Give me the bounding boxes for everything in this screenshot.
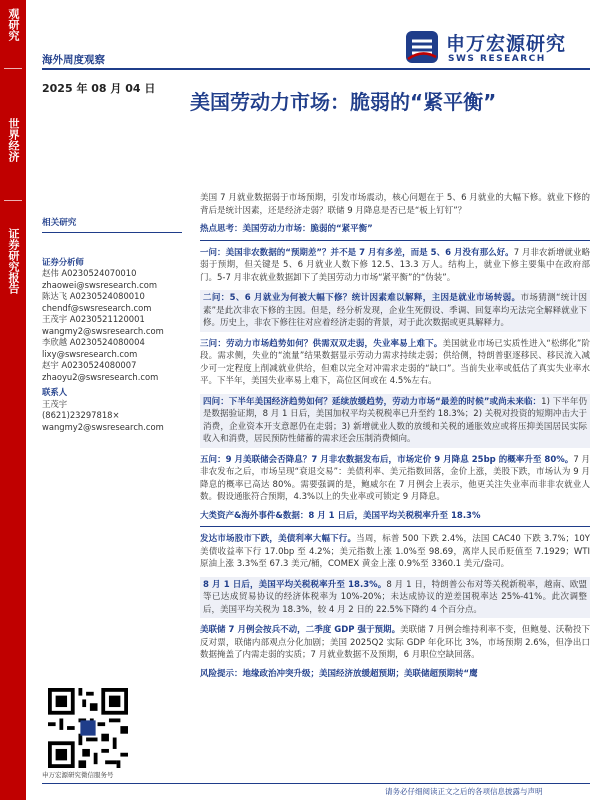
weekly-heading: 大类资产&海外事件&数据：8 月 1 日后，美国平均关税税率升至 18.3%: [200, 510, 481, 521]
intro-paragraph: 美国 7 月就业数据弱于市场预期，引发市场震动，核心问题在于 5、6 月就业的大幅下修。就业下修的背后是统计因素，还是经济走弱？联储 9 月降息是否已是“板上钉钉”？: [200, 193, 590, 216]
question-paragraph: [200, 454, 590, 504]
report-date: 2025 年 08 月 04 日: [42, 82, 156, 95]
hot-topic-divider: [200, 240, 590, 241]
question-paragraph: [200, 247, 590, 285]
hot-topic-heading: 热点思考：美国劳动力市场：脆弱的“紧平衡”: [200, 224, 373, 234]
analyst-email[interactable]: lixy@swsresearch.com: [42, 348, 138, 359]
footer-disclaimer: 请务必仔细阅读正文之后的各项信息披露与声明: [385, 787, 543, 796]
brand-logo-icon: [402, 27, 442, 67]
brand-name-en: SWS RESEARCH: [448, 54, 546, 64]
weekly-body: 美联储 7 月例会维持利率不变，但鲍曼、沃勒投下反对票，联储内部观点分化加剧；美国 2025Q2 实际 GDP 年化环比 3%，市场预期 2.6%，但净出口数据掩盖了内需走弱的实质；7 月就业数据不及预期，6 月职位空缺回落。: [200, 625, 590, 660]
footer-divider: [42, 783, 590, 784]
sidebar-label-text: 证券研究报告: [7, 228, 20, 294]
analyst-line: 赵伟 A0230524070010: [42, 268, 137, 278]
analyst-line: 陈达飞 A0230524080010: [42, 291, 145, 301]
sidebar-label-text: 世界经济: [7, 118, 20, 162]
question-body: 7 月非农发布之后，市场呈现“衰退交易”：美债利率、美元指数回落，金价上涨，美股下跌，市场认为 9 月降息的概率已高达 80%。需要强调的是，鲍威尔在 7 月例会上表示，他更关注失业率而非非农就业人数。假设通胀符合预期，4.3%以上的失业率或可锁定 9 月降息。: [200, 454, 590, 502]
question-lead: 二问：5、6 月就业为何被大幅下修？统计因素难以解释，主因是就业市场转弱。: [203, 293, 521, 303]
question-lead: 五问：9 月美联储会否降息？7 月非农数据发布后，市场定价 9 月降息 25bp 的概率升至 80%。: [200, 454, 574, 465]
weekly-paragraph: [200, 624, 590, 662]
weekly-divider: [200, 526, 590, 527]
question-body: 市场猜测“统计因素”是此次非农下修的主因。但是，经分析发现，企业生死假设、季调、回复率均无法完全解释就业下修。历史上，非农下修往往对应着经济走弱的背景，对于此次数据或更具解释力。: [203, 293, 587, 328]
sidebar-label-securities-report: [0, 228, 26, 294]
weekly-body: 8 月 1 日，特朗普公布对等关税新税率，越南、欧盟等已达成贸易协议的经济体税率为 10%-20%；未达成协议的逆差国税率达 25%-41%。此次调整后，美国平均关税为 18.3%，较 4 月 2 日的 22.5%下降约 4 个百分点。: [203, 579, 587, 615]
analysts-heading: 证券分析师: [42, 256, 84, 267]
sidebar: [0, 0, 26, 800]
brand-name-cn: 申万宏源研究: [446, 33, 567, 55]
question-lead: 四问：下半年美国经济趋势如何？延续放缓趋势，劳动力市场“最差的时候”或尚未来临：: [203, 396, 542, 407]
related-research-divider: [42, 232, 182, 233]
left-column: [42, 218, 182, 433]
sidebar-divider: [4, 68, 22, 69]
main-content: [200, 192, 590, 686]
weekly-lead: 发达市场股市下跌，美债利率大幅下行。: [200, 534, 357, 544]
weekly-body: 当周，标普 500 下跌 2.4%，法国 CAC40 下跌 3.7%；10Y 美债收益率下行 17.0bp 至 4.2%；美元指数上涨 1.0%至 98.69，离岸人民币贬值至 7.1929；WTI 原油上涨 3.3%至 67.3 美元/桶，COMEX 黄金上涨 0.9%至 3360.1 美元/盎司。: [200, 534, 590, 569]
question-body: 1) 下半年仍是数据验证期，8 月 1 日后，美国加权平均关税税率已升至约 18.3%；2) 关税对投资的短期冲击大于消费，企业资本开支意愿仍在走弱；3) 新增就业人数的放缓和关税的通胀效应或将压抑美国居民实际收入和消费，居民预防性储蓄的需求还会压制消费倾向。: [203, 396, 587, 444]
question-body: 美国就业市场已实质性进入“松绑化”阶段。需求侧，失业的“流量”结果数据显示劳动力需求持续走弱；供给侧，特朗普驱逐移民、移民流入减少可一定程度上削减就业供给，但难以完全对冲需求走弱的“缺口”。当前失业率或低估了真实失业率水平。下半年，美国失业率易上难下，高位区间或在 4.5%左右。: [200, 338, 590, 386]
weekly-lead: 8 月 1 日后，美国平均关税税率升至 18.3%。: [203, 579, 387, 590]
contact-phone: (8621)23297818×: [42, 410, 120, 420]
sidebar-divider: [4, 200, 22, 201]
risk-warning: 风险提示：地缘政治冲突升级；美国经济放缓超预期；美联储超预期转“鹰: [200, 668, 478, 679]
sidebar-label-macro: [0, 8, 26, 41]
analyst-email[interactable]: zhaowei@swsresearch.com: [42, 279, 158, 290]
report-series: 海外周度观察: [42, 54, 105, 66]
analyst-email[interactable]: chendf@swsresearch.com: [42, 302, 152, 313]
question-lead: 三问：劳动力市场趋势如何？供需双双走弱，失业率易上难下。: [200, 338, 443, 349]
question-paragraph: [200, 290, 590, 332]
contacts-heading: 联系人: [42, 387, 68, 397]
question-paragraph: [200, 394, 590, 448]
header-divider: [42, 68, 590, 70]
analyst-email[interactable]: wangmy2@swsresearch.com: [42, 325, 164, 336]
weekly-paragraph: [200, 577, 590, 619]
report-title: 美国劳动力市场：脆弱的“紧平衡”: [190, 90, 497, 114]
related-research-heading: 相关研究: [42, 218, 77, 228]
weekly-paragraph: [200, 533, 590, 571]
brand-logo: [402, 25, 582, 69]
question-body: 7 月非农新增就业略弱于预期，但关键是 5、6 月就业人数下修 12.5、13.3 万人。结构上，就业下修主要集中在政府部门。5-7 月非农就业数据卸下了美国劳动力市场“紧平衡”的“伪装”。: [200, 247, 590, 283]
sidebar-label-text: 观研究: [7, 8, 20, 41]
analyst-list: [42, 268, 182, 383]
question-lead: 一问：美国非农数据的“预期差”？并不是 7 月有多差，而是 5、6 月没有那么好。: [200, 247, 514, 258]
weekly-lead: 美联储 7 月例会按兵不动，二季度 GDP 强于预期。: [200, 625, 401, 635]
contact-email[interactable]: wangmy2@swsresearch.com: [42, 421, 164, 432]
sidebar-label-world-economy: [0, 118, 26, 162]
analyst-line: 赵宇 A0230524080007: [42, 360, 137, 370]
qr-code-icon: [48, 688, 128, 768]
analyst-line: 王茂宇 A0230521120001: [42, 314, 145, 324]
analyst-line: 李欣越 A0230524080004: [42, 337, 145, 347]
analyst-email[interactable]: zhaoyu2@swsresearch.com: [42, 371, 159, 382]
qr-caption: 申万宏源研究微信服务号: [42, 771, 114, 779]
question-paragraph: [200, 338, 590, 388]
contact-name: 王茂宇: [42, 398, 68, 409]
